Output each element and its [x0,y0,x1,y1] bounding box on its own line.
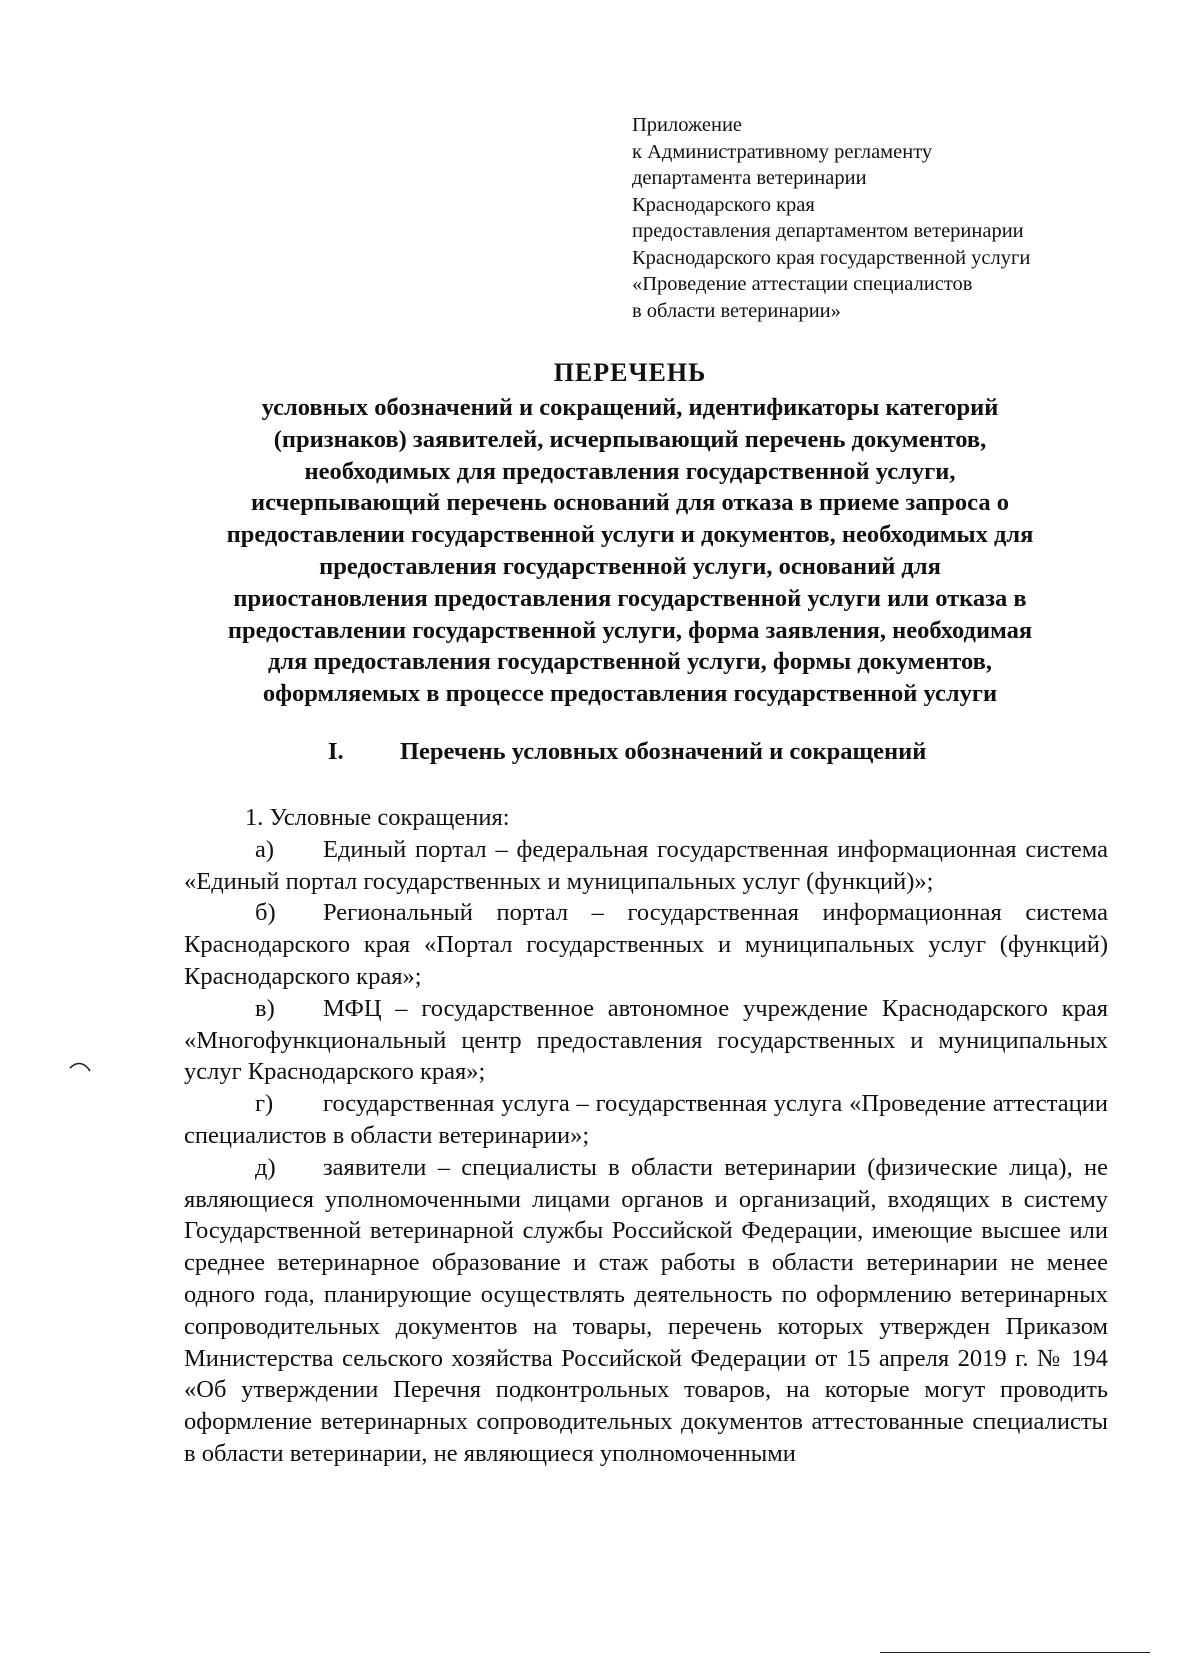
subtitle-line: предоставления государственной услуги, оснований для [319,552,941,580]
document-title: ПЕРЕЧЕНЬ [553,358,707,387]
appendix-header [632,112,1152,324]
subtitle-line: оформляемых в процессе предоставления государственной услуги [262,680,998,708]
item-letter: б) [255,899,276,927]
subtitle-line: необходимых для предоставления государственной услуги, [304,457,956,485]
appendix-line: департамента ветеринарии [632,167,867,189]
item-letter: д) [255,1153,276,1181]
margin-mark-icon [68,1060,94,1074]
item-text: заявители – специалисты в области ветеринарии (физические лица), не являющиеся уполномоченными лицами органов и организаций, входящих в систему Государственной ветеринарной службы Российской Федерации, имеющие высшее или среднее ветеринарное образование и стаж работы в области ветеринарии не менее одного года, планирующие осуществлять деятельность по оформлению ветеринарных сопроводительных документов на товары, перечень которых утвержден Приказом Министерства сельского хозяйства Российской Федерации от 15 апреля 2019 г. № 194 «Об утверждении Перечня подконтрольных товаров, на которые могут проводить оформление ветеринарных сопроводительных документов аттестованные специалисты в области ветеринарии, не являющиеся уполномоченными [184,1153,1108,1467]
item-letter: а) [255,835,275,863]
list-item [184,897,1108,992]
subtitle-line: предоставлении государственной услуги, форма заявления, необходимая [227,616,1033,644]
body-text [184,802,1108,1470]
appendix-line: «Проведение аттестации специалистов [632,273,973,295]
subtitle-line: исчерпывающий перечень оснований для отказа в приеме запроса о [251,489,1009,517]
body-lead: 1. Условные сокращения: [245,804,510,831]
section-number: I. [328,738,344,765]
item-text: МФЦ – государственное автономное учреждение Краснодарского края «Многофункциональный центр предоставления государственных и муниципальных услуг Краснодарского края»; [184,994,1108,1086]
list-item [184,1152,1108,1470]
section-heading [328,738,926,766]
item-text: государственная услуга – государственная услуга «Проведение аттестации специалистов в области ветеринарии»; [184,1090,1108,1149]
appendix-line: предоставления департаментом ветеринарии [632,220,1024,242]
appendix-line: к Административному регламенту [632,140,933,163]
item-text: Региональный портал – государственная информационная система Краснодарского края «Портал государственных и муниципальных услуг (функций) Краснодарского края»; [184,899,1108,990]
item-text: Единый портал – федеральная государственная информационная система «Единый портал государственных и муниципальных услуг (функций)»; [184,835,1108,895]
appendix-line: Приложение [632,114,743,136]
list-item [184,993,1108,1088]
subtitle-line: приостановления предоставления государственной услуги или отказа в [233,584,1027,612]
subtitle-line: предоставлении государственной услуги и документов, необходимых для [226,521,1034,549]
subtitle-line: (признаков) заявителей, исчерпывающий перечень документов, [273,425,987,453]
list-item [184,1088,1108,1152]
footer-rule [880,1652,1150,1653]
document-subtitle [150,392,1110,710]
appendix-line: Краснодарского края [632,193,815,216]
section-title: Перечень условных обозначений и сокращений [400,738,927,765]
item-letter: г) [255,1090,274,1118]
subtitle-line: для предоставления государственной услуги, формы документов, [267,648,993,676]
list-item [184,834,1108,898]
subtitle-line: условных обозначений и сокращений, идентификаторы категорий [261,394,999,421]
appendix-line: Краснодарского края государственной услуги [632,246,1031,269]
item-letter: в) [255,994,275,1022]
appendix-line: в области ветеринарии» [632,299,841,322]
